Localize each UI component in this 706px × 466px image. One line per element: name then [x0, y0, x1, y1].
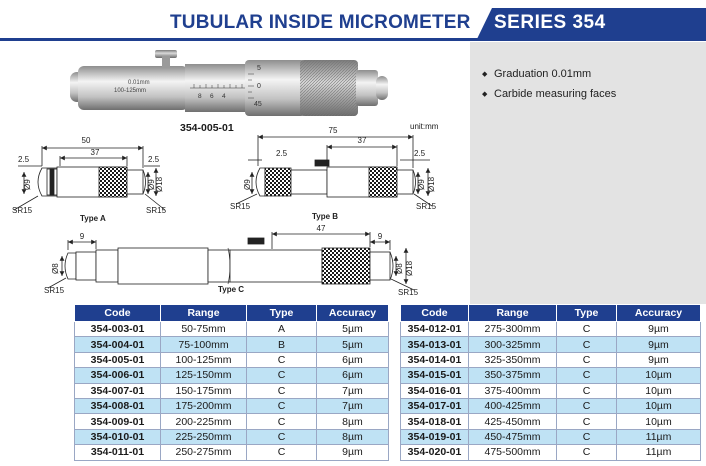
diamond-bullet-icon: ◆: [482, 91, 488, 98]
cell-code: 354-014-01: [401, 352, 469, 367]
cell-accuracy: 7µm: [317, 383, 389, 398]
svg-text:2.5: 2.5: [276, 149, 288, 158]
cell-code: 354-019-01: [401, 429, 469, 444]
cell-code: 354-018-01: [401, 414, 469, 429]
cell-code: 354-016-01: [401, 383, 469, 398]
cell-code: 354-013-01: [401, 337, 469, 352]
svg-text:Ø9: Ø9: [417, 179, 426, 190]
cell-type: C: [557, 352, 617, 367]
photo-mark: 5: [257, 65, 261, 72]
feature-item: ◆ Graduation 0.01mm: [482, 68, 592, 80]
cell-accuracy: 10µm: [617, 368, 701, 383]
cell-type: C: [557, 383, 617, 398]
cell-type: B: [247, 337, 317, 352]
lock-clamp: [248, 238, 264, 244]
features-panel: [470, 42, 706, 304]
svg-text:9: 9: [79, 232, 85, 241]
unit-label: unit:mm: [410, 122, 439, 131]
svg-text:SR15: SR15: [44, 286, 65, 295]
table-row: [401, 429, 701, 444]
photo-mark: 6: [210, 93, 214, 100]
cell-type: C: [557, 322, 617, 337]
table-row: [75, 337, 389, 352]
cell-range: 300-325mm: [469, 337, 557, 352]
cell-code: 354-010-01: [75, 429, 161, 444]
cell-range: 350-375mm: [469, 368, 557, 383]
feature-item: ◆ Carbide measuring faces: [482, 88, 617, 100]
photo-mark: 100-125mm: [114, 88, 147, 94]
cell-range: 75-100mm: [161, 337, 247, 352]
table-row: [401, 398, 701, 413]
svg-text:2.5: 2.5: [18, 155, 30, 164]
cell-type: C: [247, 414, 317, 429]
cell-range: 175-200mm: [161, 398, 247, 413]
cell-code: 354-017-01: [401, 398, 469, 413]
svg-text:37: 37: [90, 148, 100, 157]
svg-text:SR15: SR15: [146, 206, 167, 215]
cell-code: 354-011-01: [75, 445, 161, 460]
photo-mark: 8: [198, 93, 202, 100]
table-row: [75, 368, 389, 383]
cell-type: C: [557, 337, 617, 352]
type-c-label: Type C: [218, 285, 245, 294]
cell-range: 275-300mm: [469, 322, 557, 337]
table-row: [401, 322, 701, 337]
svg-text:75: 75: [328, 126, 338, 135]
cell-accuracy: 9µm: [317, 445, 389, 460]
cell-range: 375-400mm: [469, 383, 557, 398]
table-row: [75, 414, 389, 429]
micrometer-photo: [70, 50, 388, 116]
col-header-code: Code: [401, 305, 469, 322]
cell-accuracy: 11µm: [617, 445, 701, 460]
photo-mark: 0: [257, 83, 261, 90]
cell-type: C: [557, 445, 617, 460]
col-header-code: Code: [75, 305, 161, 322]
cell-range: 250-275mm: [161, 445, 247, 460]
cell-type: C: [247, 398, 317, 413]
cell-type: C: [557, 398, 617, 413]
svg-text:Ø8: Ø8: [395, 263, 404, 274]
svg-text:Ø18: Ø18: [427, 176, 436, 192]
cell-accuracy: 9µm: [617, 322, 701, 337]
table-row: [401, 368, 701, 383]
cell-range: 125-150mm: [161, 368, 247, 383]
table-row: [401, 352, 701, 367]
cell-type: A: [247, 322, 317, 337]
cell-code: 354-004-01: [75, 337, 161, 352]
cell-code: 354-008-01: [75, 398, 161, 413]
cell-range: 200-225mm: [161, 414, 247, 429]
svg-text:9: 9: [377, 232, 383, 241]
cell-range: 100-125mm: [161, 352, 247, 367]
table-row: [401, 383, 701, 398]
photo-mark: 0.01mm: [128, 80, 150, 86]
series-title: SERIES 354: [494, 12, 606, 33]
cell-code: 354-005-01: [75, 352, 161, 367]
svg-text:37: 37: [357, 136, 367, 145]
type-b-drawing: [236, 135, 432, 206]
cell-accuracy: 7µm: [317, 398, 389, 413]
svg-text:Ø18: Ø18: [405, 260, 414, 276]
table-row: [401, 445, 701, 460]
technical-drawings: [0, 0, 470, 304]
cell-accuracy: 11µm: [617, 429, 701, 444]
cell-type: C: [247, 429, 317, 444]
cell-accuracy: 6µm: [317, 352, 389, 367]
cell-code: 354-009-01: [75, 414, 161, 429]
cell-type: C: [247, 352, 317, 367]
svg-text:SR15: SR15: [230, 202, 251, 211]
table-row: [75, 352, 389, 367]
cell-range: 475-500mm: [469, 445, 557, 460]
svg-text:Ø18: Ø18: [155, 176, 164, 192]
svg-text:47: 47: [316, 224, 326, 233]
cell-code: 354-012-01: [401, 322, 469, 337]
cell-range: 450-475mm: [469, 429, 557, 444]
type-a-drawing: [14, 146, 165, 210]
col-header-type: Type: [247, 305, 317, 322]
cell-range: 425-450mm: [469, 414, 557, 429]
svg-text:2.5: 2.5: [414, 149, 426, 158]
cell-type: C: [247, 368, 317, 383]
svg-text:Ø9: Ø9: [147, 179, 156, 190]
table-row: [75, 383, 389, 398]
cell-accuracy: 5µm: [317, 322, 389, 337]
svg-text:50: 50: [81, 136, 91, 145]
cell-range: 325-350mm: [469, 352, 557, 367]
cell-accuracy: 8µm: [317, 429, 389, 444]
diamond-bullet-icon: ◆: [482, 71, 488, 78]
type-c-drawing: [48, 232, 414, 290]
spec-table-right: [400, 304, 701, 461]
cell-accuracy: 10µm: [617, 398, 701, 413]
cell-range: 400-425mm: [469, 398, 557, 413]
type-b-label: Type B: [312, 212, 339, 221]
cell-type: C: [557, 414, 617, 429]
cell-code: 354-003-01: [75, 322, 161, 337]
col-header-type: Type: [557, 305, 617, 322]
cell-code: 354-020-01: [401, 445, 469, 460]
col-header-range: Range: [469, 305, 557, 322]
col-header-accuracy: Accuracy: [617, 305, 701, 322]
spec-table-left: [74, 304, 389, 461]
cell-accuracy: 8µm: [317, 414, 389, 429]
svg-text:Ø9: Ø9: [23, 179, 32, 190]
photo-mark: 45: [254, 101, 262, 108]
svg-text:SR15: SR15: [416, 202, 437, 211]
cell-type: C: [247, 383, 317, 398]
table-row: [401, 414, 701, 429]
cell-range: 225-250mm: [161, 429, 247, 444]
cell-accuracy: 10µm: [617, 414, 701, 429]
cell-accuracy: 5µm: [317, 337, 389, 352]
table-row: [75, 398, 389, 413]
type-a-label: Type A: [80, 214, 106, 223]
cell-code: 354-015-01: [401, 368, 469, 383]
model-number: 354-005-01: [180, 122, 234, 134]
col-header-range: Range: [161, 305, 247, 322]
photo-mark: 4: [222, 93, 226, 100]
cell-range: 150-175mm: [161, 383, 247, 398]
cell-type: C: [557, 368, 617, 383]
svg-text:Ø8: Ø8: [51, 263, 60, 274]
table-row: [401, 337, 701, 352]
cell-range: 50-75mm: [161, 322, 247, 337]
table-row: [75, 445, 389, 460]
svg-text:2.5: 2.5: [148, 155, 160, 164]
table-row: [75, 322, 389, 337]
cell-accuracy: 9µm: [617, 337, 701, 352]
svg-text:Ø9: Ø9: [243, 179, 252, 190]
cell-accuracy: 6µm: [317, 368, 389, 383]
cell-accuracy: 9µm: [617, 352, 701, 367]
col-header-accuracy: Accuracy: [317, 305, 389, 322]
cell-type: C: [557, 429, 617, 444]
cell-code: 354-007-01: [75, 383, 161, 398]
page-title: TUBULAR INSIDE MICROMETER: [170, 12, 471, 33]
cell-type: C: [247, 445, 317, 460]
svg-text:SR15: SR15: [398, 288, 419, 297]
cell-code: 354-006-01: [75, 368, 161, 383]
table-row: [75, 429, 389, 444]
cell-accuracy: 10µm: [617, 383, 701, 398]
svg-text:SR15: SR15: [12, 206, 33, 215]
